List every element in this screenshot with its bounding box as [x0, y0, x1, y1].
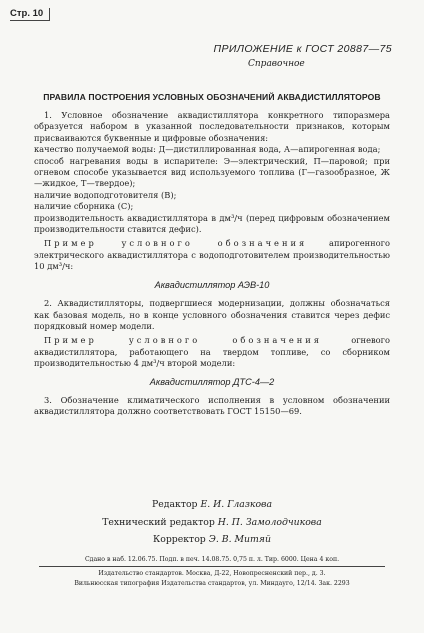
example-text: апирогенного электрического аквадистиллятора с водоподготовителем производительностью 10 дм³/ч: [34, 238, 390, 272]
item-water-treatment: наличие водоподготовителя (В); [34, 189, 177, 200]
editor-line [0, 496, 424, 514]
example-model-1: Аквадистиллятор АЭВ-10 [154, 279, 270, 290]
item-water-quality: качество получаемой воды: Д—дистиллированная вода, А—апирогенная вода; [34, 144, 381, 155]
imprint [0, 555, 424, 588]
imprint-line-2: Издательство стандартов. Москва, Д-22, Новопресненский пер., д. 3. [98, 570, 326, 578]
example-label: Пример условного обозначения [44, 335, 323, 346]
imprint-divider [39, 566, 385, 567]
appendix-heading: ПРИЛОЖЕНИЕ к ГОСТ 20887—75 [213, 43, 392, 55]
tech-editor-role: Технический редактор [102, 516, 215, 528]
editor-name: Е. И. Глазкова [200, 499, 272, 510]
example-text: огневого аквадистиллятора, работающего на твердом топливе, со сборником производительностью 4 дм³/ч второй модели: [34, 335, 390, 369]
page-number: Стр. 10 [10, 8, 50, 21]
section1-example [34, 238, 390, 272]
editor-role: Редактор [151, 499, 198, 510]
item-capacity: производительность аквадистиллятора в дм³/ч (перед цифровым обозначением производительности ставится дефис). [34, 212, 390, 235]
reference-label: Справочное [248, 59, 305, 69]
page-title: ПРАВИЛА ПОСТРОЕНИЯ УСЛОВНЫХ ОБОЗНАЧЕНИЙ АКВАДИСТИЛЛЯТОРОВ [43, 92, 381, 102]
section2-text: 2. Аквадистилляторы, подвергшиеся модернизации, должны обозначаться как базовая модель, но в конце условного обозначения ставится через дефис порядковый номер модели. [34, 298, 390, 331]
imprint-line-3: Вильнюсская типография Издательства стандартов, ул. Миндауго, 12/14. Зак. 2293 [74, 579, 350, 587]
tech-editor-line [0, 514, 424, 532]
section1-intro: 1. Условное обозначение аквадистиллятора конкретного типоразмера образуется набором в указанной последовательности признаков, которым присваиваются буквенные и цифровые обозначения: [34, 110, 390, 143]
document-body [34, 110, 390, 418]
imprint-line-1: Сдано в наб. 12.06.75. Подп. в печ. 14.08.75. 0,75 п. л. Тир. 6000. Цена 4 коп. [84, 556, 340, 563]
item-collector: наличие сборника (С); [34, 201, 134, 212]
example-model-2: Аквадистиллятор ДТС-4—2 [149, 376, 275, 387]
example-label: Пример условного обозначения [44, 238, 308, 249]
corrector-role: Корректор [153, 534, 206, 545]
tech-editor-name: Н. П. Замолодчикова [217, 516, 322, 528]
credits [0, 496, 424, 549]
section3-text: 3. Обозначение климатического исполнения в условном обозначении аквадистиллятора должно соответствовать ГОСТ 15150—69. [34, 394, 390, 417]
item-heating-method: способ нагревания воды в испарителе: Э—электрический, П—паровой; при огневом способе указывается вид используемого топлива (Г—газообразное, Ж—жидкое, Т—твердое); [34, 155, 390, 189]
corrector-line [0, 531, 424, 549]
section2-example [34, 335, 390, 369]
corrector-name: Э. В. Митяй [208, 534, 271, 545]
